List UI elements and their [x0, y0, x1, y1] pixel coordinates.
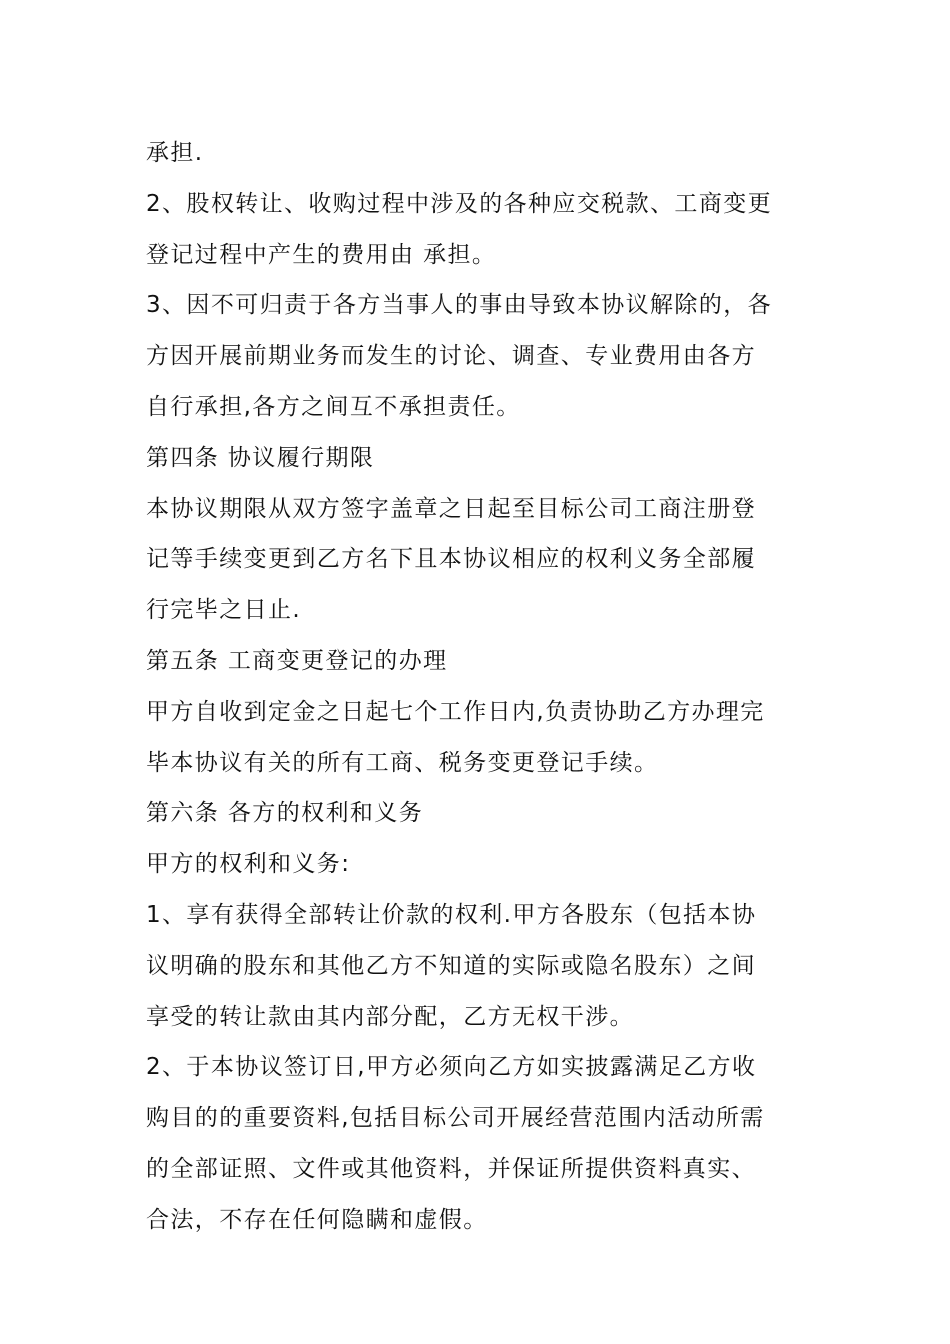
text-line: 享受的转让款由其内部分配，乙方无权干涉。: [146, 1003, 634, 1030]
text-line: 的全部证照、文件或其他资料，并保证所提供资料真实、: [146, 1155, 756, 1182]
text-line: 行完毕之日止.: [146, 597, 302, 624]
text-line: 登记过程中产生的费用由 承担。: [146, 241, 497, 268]
text-line: 承担.: [146, 140, 204, 166]
text-line: 合法，不存在任何隐瞒和虚假。: [146, 1206, 488, 1233]
text-line: 记等手续变更到乙方名下且本协议相应的权利义务全部履: [146, 546, 756, 573]
text-line: 毕本协议有关的所有工商、税务变更登记手续。: [146, 749, 659, 776]
text-line: 购目的的重要资料,包括目标公司开展经营范围内活动所需: [146, 1105, 765, 1132]
text-line: 方因开展前期业务而发生的讨论、调查、专业费用由各方: [146, 343, 756, 370]
text-line: 2、于本协议签订日,甲方必须向乙方如实披露满足乙方收: [146, 1054, 757, 1081]
text-line: 自行承担,各方之间互不承担责任。: [146, 393, 521, 420]
text-line: 2、股权转让、收购过程中涉及的各种应交税款、工商变更: [146, 190, 773, 217]
text-line: 本协议期限从双方签字盖章之日起至目标公司工商注册登: [146, 495, 756, 522]
text-line: 甲方自收到定金之日起七个工作日内,负责协助乙方办理完: [146, 698, 765, 725]
text-line: 3、因不可归责于各方当事人的事由导致本协议解除的，各: [146, 292, 773, 319]
document-body: [146, 128, 806, 1246]
article-heading: 第六条 各方的权利和义务: [146, 800, 424, 827]
text-line: 议明确的股东和其他乙方不知道的实际或隐名股东）之间: [146, 952, 756, 979]
article-heading: 第四条 协议履行期限: [146, 444, 375, 471]
text-line: 1、享有获得全部转让价款的权利.甲方各股东（包括本协: [146, 901, 757, 928]
section-heading: 甲方的权利和义务:: [146, 851, 351, 878]
article-heading: 第五条 工商变更登记的办理: [146, 647, 448, 674]
